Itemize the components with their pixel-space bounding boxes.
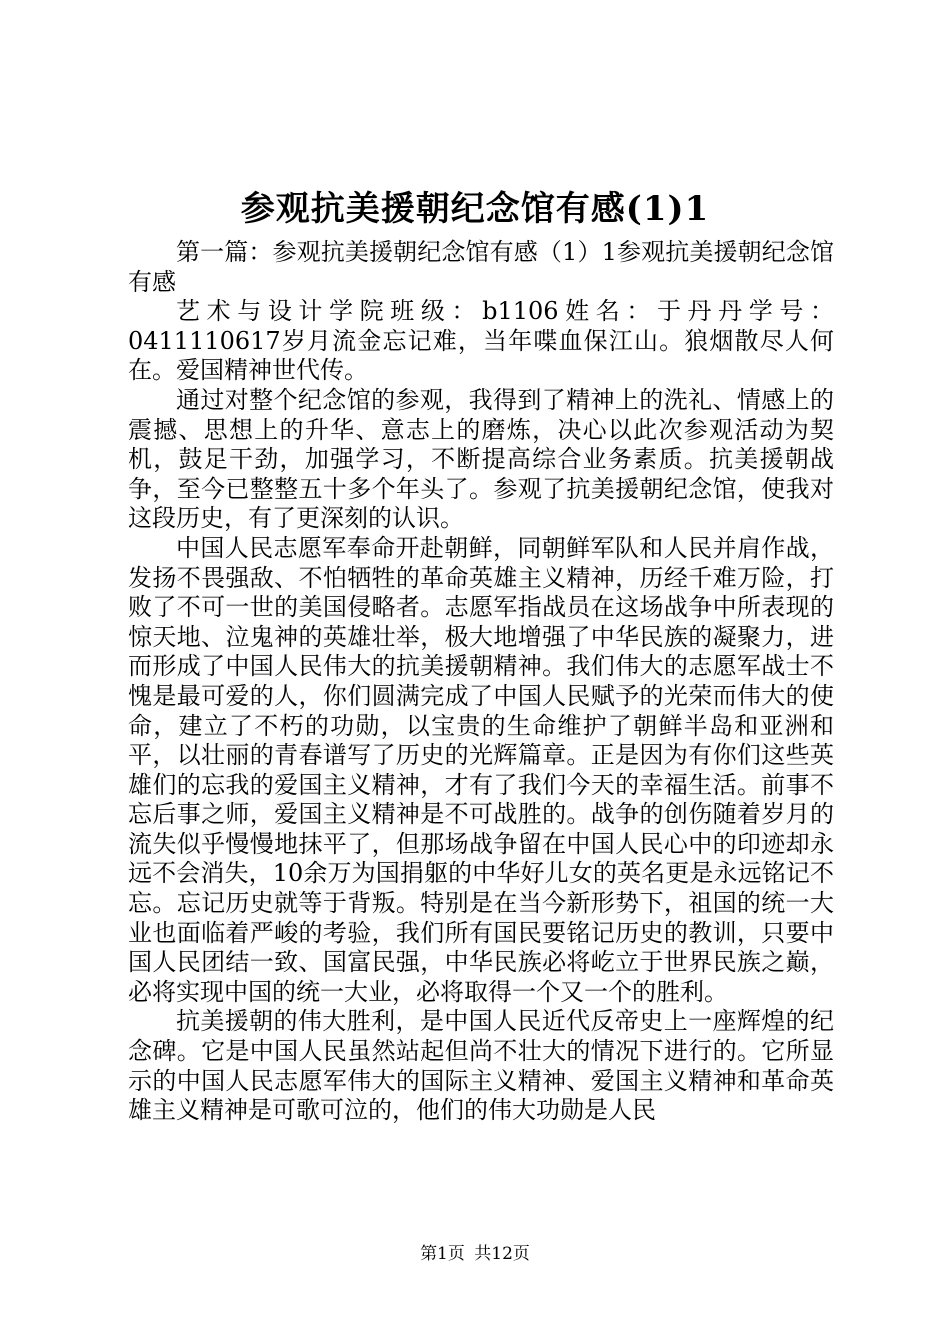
document-title: 参观抗美援朝纪念馆有感(1)1 — [240, 189, 710, 229]
document-body — [128, 238, 834, 1126]
paragraph-victory: 抗美援朝的伟大胜利，是中国人民近代反帝史上一座辉煌的纪念碑。它是中国人民虽然站起但尚不壮大的情况下进行的。它所显示的中国人民志愿军伟大的国际主义精神、爱国主义精神和革命英雄主义精神是可歌可泣的，他们的伟大功勋是人民 — [128, 1007, 834, 1125]
page-total: 共12页 — [474, 1244, 530, 1264]
paragraph-visit: 通过对整个纪念馆的参观，我得到了精神上的洗礼、情感上的震撼、思想上的升华、意志上的磨炼，决心以此次参观活动为契机，鼓足干劲，加强学习，不断提高综合业务素质。抗美援朝战争，至今已整整五十多个年头了。参观了抗美援朝纪念馆，使我对这段历史，有了更深刻的认识。 — [128, 385, 834, 533]
paragraph-intro: 第一篇：参观抗美援朝纪念馆有感（1）1参观抗美援朝纪念馆有感 — [128, 238, 834, 296]
page-footer — [0, 1242, 950, 1266]
page-number: 第1页 — [420, 1244, 465, 1264]
paragraph-author-info: 艺术与设计学院班级：b1106姓名：于丹丹学号：0411110617岁月流金忘记难，当年喋血保江山。狼烟散尽人何在。爱国精神世代传。 — [128, 297, 834, 385]
paragraph-volunteer-army: 中国人民志愿军奉命开赴朝鲜，同朝鲜军队和人民并肩作战，发扬不畏强敌、不怕牺牲的革命英雄主义精神，历经千难万险，打败了不可一世的美国侵略者。志愿军指战员在这场战争中所表现的惊天地、泣鬼神的英雄壮举，极大地增强了中华民族的凝聚力，进而形成了中国人民伟大的抗美援朝精神。我们伟大的志愿军战士不愧是最可爱的人，你们圆满完成了中国人民赋予的光荣而伟大的使命，建立了不朽的功勋，以宝贵的生命维护了朝鲜半岛和亚洲和平，以壮丽的青春谱写了历史的光辉篇章。正是因为有你们这些英雄们的忘我的爱国主义精神，才有了我们今天的幸福生活。前事不忘后事之师，爱国主义精神是不可战胜的。战争的创伤随着岁月的流失似乎慢慢地抹平了，但那场战争留在中国人民心中的印迹却永远不会消失，10余万为国捐躯的中华好儿女的英名更是永远铭记不忘。忘记历史就等于背叛。特别是在当今新形势下，祖国的统一大业也面临着严峻的考验，我们所有国民要铭记历史的教训，只要中国人民团结一致、国富民强，中华民族必将屹立于世界民族之巅，必将实现中国的统一大业，必将取得一个又一个的胜利。 — [128, 533, 834, 1006]
